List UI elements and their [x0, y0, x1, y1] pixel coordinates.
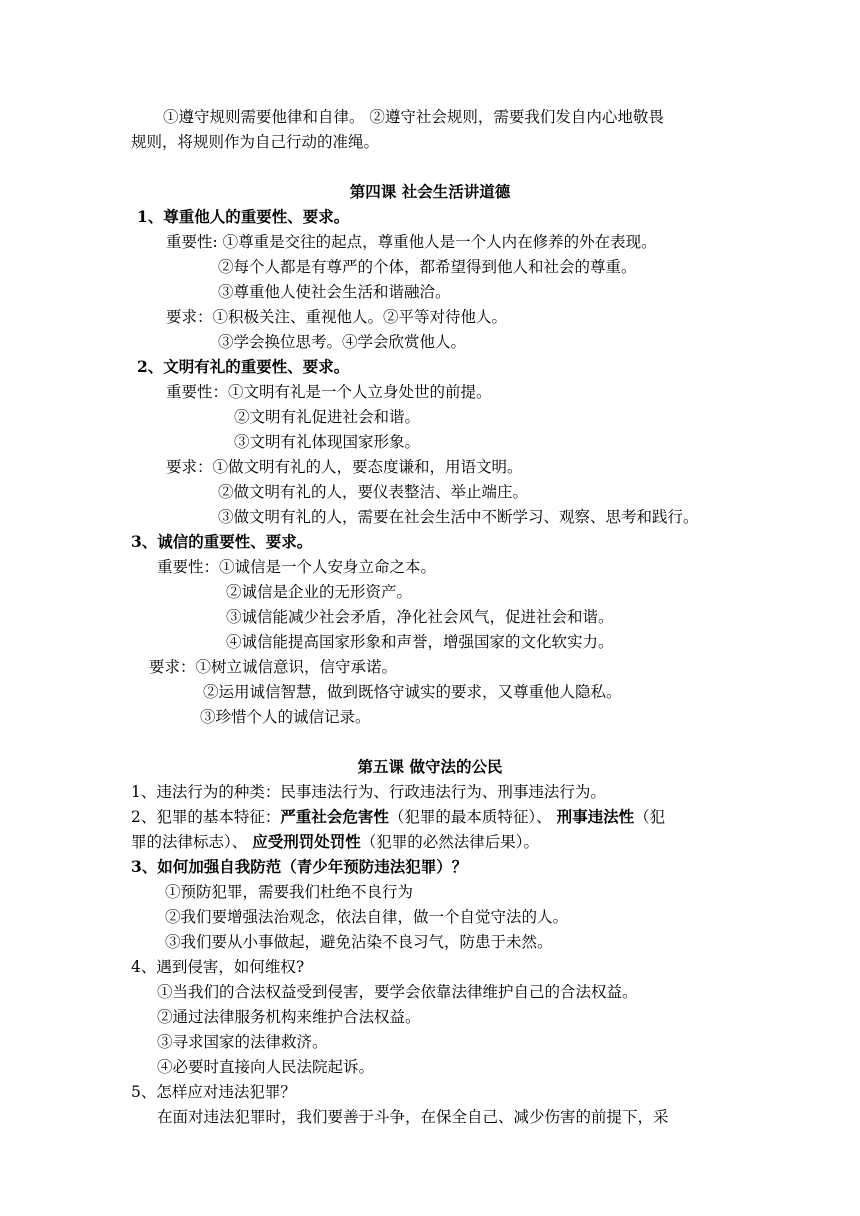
lesson4-s3-imp1: 重要性：①诚信是一个人安身立命之本。	[157, 558, 437, 576]
lesson5-p4-item2: ②通过法律服务机构来维护合法权益。	[157, 1008, 421, 1026]
lesson5-p4-item3: ③寻求国家的法律救济。	[157, 1033, 328, 1051]
lesson5-title: 第五课 做守法的公民	[357, 757, 503, 776]
lesson4-s1-heading: 1、尊重他人的重要性、要求。	[137, 207, 350, 226]
lesson5-p5-item1: 在面对违法犯罪时，我们要善于斗争，在保全自己、减少伤害的前提下，采	[157, 1108, 669, 1126]
lesson4-title: 第四课 社会生活讲道德	[349, 182, 511, 201]
lesson4-s1-req2: ③学会换位思考。④学会欣赏他人。	[218, 333, 467, 351]
lesson4-s3-req3: ③珍惜个人的诚信记录。	[200, 708, 371, 726]
lesson4-s3-imp2: ②诚信是企业的无形资产。	[226, 583, 413, 601]
lesson5-p3-item3: ③我们要从小事做起，避免沾染不良习气，防患于未然。	[165, 933, 553, 951]
lesson5-p1: 1、违法行为的种类：民事违法行为、行政违法行为、刑事违法行为。	[131, 783, 606, 801]
lesson5-p3-heading: 3、如何加强自我防范（青少年预防违法犯罪）？	[131, 857, 468, 876]
lesson4-s2-req2: ②做文明有礼的人，要仪表整洁、举止端庄。	[218, 483, 529, 501]
lesson4-s3-req1: 要求：①树立诚信意识，信守承诺。	[149, 658, 398, 676]
lesson4-s3-req2: ②运用诚信智慧，做到既恪守诚实的要求，又尊重他人隐私。	[203, 683, 622, 701]
p2-feature-3: 应受刑罚处罚性	[252, 832, 361, 851]
p2-feature-1: 严重社会危害性	[280, 807, 389, 826]
lesson4-s3-heading: 3、诚信的重要性、要求。	[131, 532, 313, 551]
intro-line-2: 规则，将规则作为自己行动的准绳。	[131, 133, 380, 151]
lesson4-s2-imp1: 重要性：①文明有礼是一个人立身处世的前提。	[166, 383, 492, 401]
lesson5-p4-heading: 4、遇到侵害，如何维权?	[131, 958, 305, 976]
p2-lead: 2、犯罪的基本特征：	[131, 808, 281, 826]
lesson5-p3-item1: ①预防犯罪，需要我们杜绝不良行为	[165, 883, 414, 901]
lesson4-s3-imp4: ④诚信能提高国家形象和声誉，增强国家的文化软实力。	[226, 633, 614, 651]
lesson5-p4-item4: ④必要时直接向人民法院起诉。	[157, 1058, 375, 1076]
intro-line-1: ①遵守规则需要他律和自律。 ②遵守社会规则，需要我们发自内心地敬畏	[163, 108, 664, 126]
lesson5-p5-heading: 5、怎样应对违法犯罪？	[131, 1083, 296, 1101]
lesson4-s2-imp2: ②文明有礼促进社会和谐。	[234, 408, 421, 426]
lesson4-s1-imp1: 重要性: ①尊重是交往的起点，尊重他人是一个人内在修养的外在表现。	[166, 233, 657, 251]
p2-note-2b: 罪的法律标志）、	[131, 833, 248, 851]
p2-note-1: （犯罪的最本质特征）、	[388, 808, 552, 826]
lesson4-s3-imp3: ③诚信能减少社会矛盾，净化社会风气，促进社会和谐。	[226, 608, 614, 626]
p2-note-3: （犯罪的必然法律后果）。	[360, 833, 539, 851]
lesson4-s1-imp2: ②每个人都是有尊严的个体，都希望得到他人和社会的尊重。	[218, 258, 637, 276]
lesson4-s2-imp3: ③文明有礼体现国家形象。	[234, 433, 421, 451]
p2-feature-2: 刑事违法性	[556, 807, 635, 826]
lesson5-p3-item2: ②我们要增强法治观念，依法自律，做一个自觉守法的人。	[165, 908, 569, 926]
lesson4-s1-req1: 要求：①积极关注、重视他人。②平等对待他人。	[166, 308, 508, 326]
p2-note-2a: （犯	[634, 808, 666, 826]
lesson4-s2-req3: ③做文明有礼的人，需要在社会生活中不断学习、观察、思考和践行。	[218, 508, 699, 526]
lesson5-p2-line1	[131, 805, 665, 829]
lesson5-p4-item1: ①当我们的合法权益受到侵害，要学会依靠法律维护自己的合法权益。	[157, 983, 638, 1001]
lesson5-p2-line2	[131, 830, 539, 854]
lesson4-s2-req1: 要求：①做文明有礼的人，要态度谦和，用语文明。	[166, 458, 523, 476]
lesson4-s1-imp3: ③尊重他人使社会生活和谐融洽。	[218, 283, 451, 301]
lesson4-s2-heading: 2、文明有礼的重要性、要求。	[137, 357, 350, 376]
